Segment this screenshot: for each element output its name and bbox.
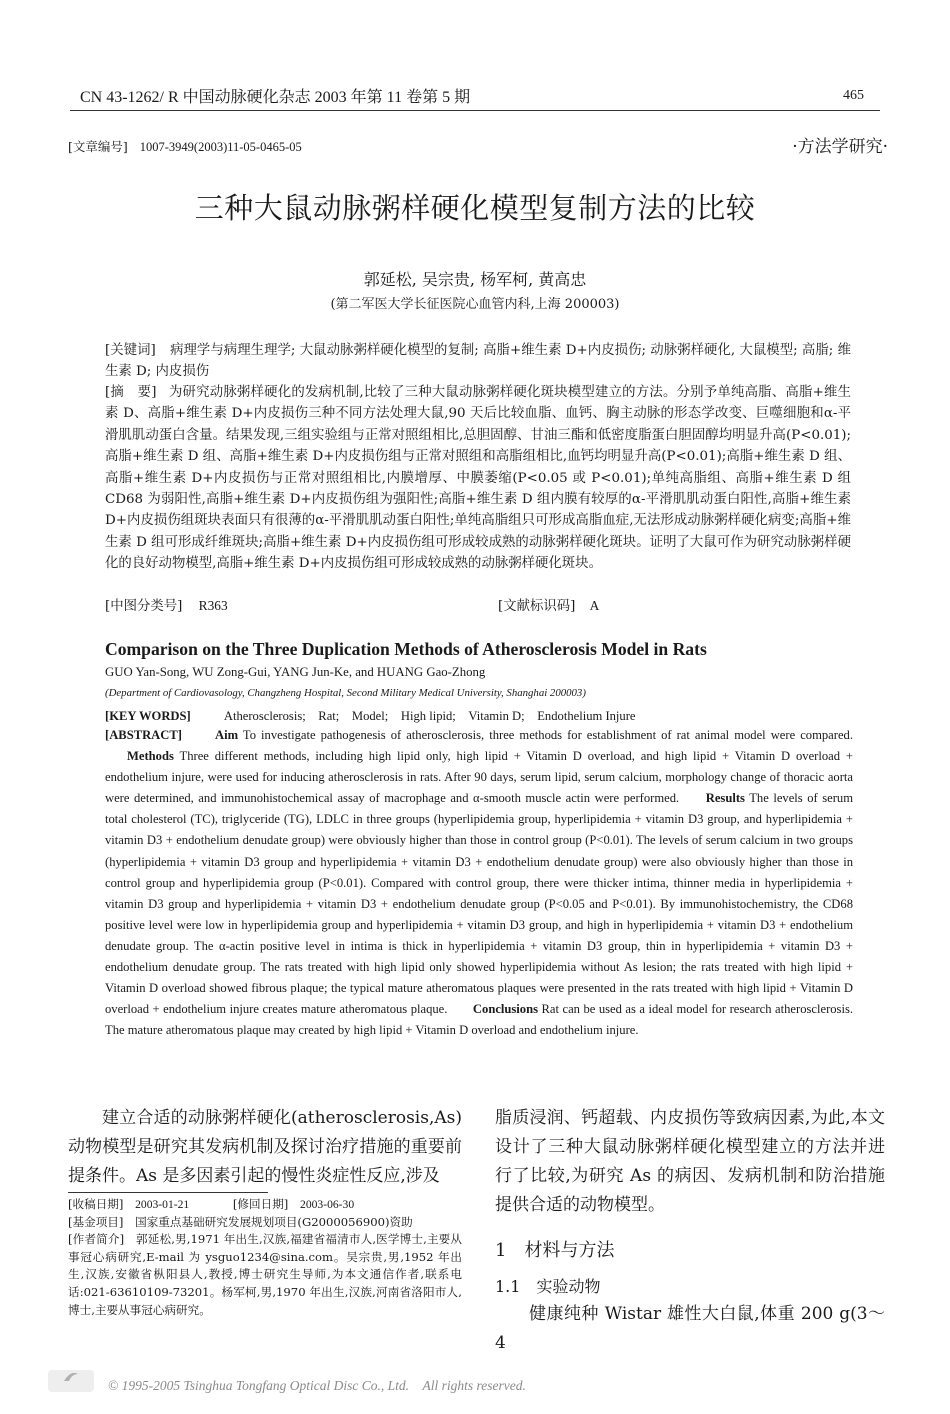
copyright: © 1995-2005 Tsinghua Tongfang Optical Disc Co., Ltd. All rights reserved. xyxy=(108,1378,526,1393)
doc-code-value: A xyxy=(589,598,600,613)
affiliation-cn: (第二军医大学长征医院心血管内科,上海 200003) xyxy=(330,297,620,312)
abstract-en xyxy=(105,725,853,1041)
fund-label: [基金项目] xyxy=(68,1214,124,1229)
author-bio-text: 郭延松,男,1971 年出生,汉族,福建省福清市人,医学博士,主要从事冠心病研究,E-mail 为 ysguo1234@sina.com。吴宗贵,男,1952 年出生,汉族,安徽省枞阳县人,教授,博士研究生导师,为本文通信作者,联系电话:021-63610109-73201。杨军柯,男,1970 年出生,汉族,河南省洛阳市人,博士,主要从事冠心病研究。 xyxy=(68,1232,463,1317)
received-date: 2003-01-21 xyxy=(135,1198,190,1211)
keywords-cn xyxy=(105,340,851,383)
results-label: Results xyxy=(705,791,745,806)
article-number-label: [文章编号] xyxy=(68,139,128,154)
section-1-1-text: 健康纯种 Wistar 雄性大白鼠,体重 200 g(3～4 xyxy=(495,1304,885,1353)
body-right-intro: 脂质浸润、钙超载、内皮损伤等致病因素,为此,本文设计了三种大鼠动脉粥样硬化模型建立的方法并进行了比较,为研究 As 的病因、发病机制和防治措施提供合适的动物模型。 xyxy=(495,1108,885,1215)
authors-en: GUO Yan-Song, WU Zong-Gui, YANG Jun-Ke, and HUANG Gao-Zhong xyxy=(105,665,486,679)
doc-code xyxy=(498,595,599,614)
author-bio xyxy=(68,1231,462,1319)
clc-value: R363 xyxy=(198,598,228,613)
footnotes xyxy=(68,1196,462,1319)
clc xyxy=(105,595,228,614)
section-heading-1-1: 1.1 实验动物 xyxy=(495,1277,601,1296)
abstract-cn-text: 为研究动脉粥样硬化的发病机制,比较了三种大鼠动脉粥样硬化斑块模型建立的方法。分别予单纯高脂、高脂+维生素 D、高脂+维生素 D+内皮损伤三种不同方法处理大鼠,90 天后比较血脂、血钙、胸主动脉的形态学改变、巨噬细胞和α-平滑肌肌动蛋白含量。结果发现,三组实验组与正常对照组相比,总胆固醇、甘油三酯和低密度脂蛋白胆固醇均明显升高(P<0.01);高脂+维生素 D 组、高脂+维生素 D+内皮损伤组与正常对照组和高脂组相比,血钙均明显升高(P<0.01);高脂+维生素 D 组、高脂+维生素 D+内皮损伤与正常对照组相比,内膜增厚、中膜萎缩(P<0.05 或 P<0.01);单纯高脂组、高脂+维生素 D 组 CD68 为弱阳性,高脂+维生素 D+内皮损伤组为强阳性;高脂+维生素 D 组内膜有较厚的α-平滑肌肌动蛋白阳性,高脂+维生素 D+内皮损伤组斑块表面只有很薄的α-平滑肌肌动蛋白阳性;单纯高脂组只可形成高脂血症,无法形成动脉粥样硬化病变;高脂+维生素 D 组可形成纤维斑块;高脂+维生素 D+内皮损伤组可形成较成熟的动脉粥样硬化斑块。证明了大鼠可作为研究动脉粥样硬化的良好动物模型,高脂+维生素 D+内皮损伤组可形成较成熟的动脉粥样硬化斑块。 xyxy=(105,385,851,572)
received-line xyxy=(68,1196,462,1214)
column-label: ·方法学研究· xyxy=(792,137,888,157)
disc-logo-icon xyxy=(61,1370,81,1384)
journal-header: CN 43-1262/ R 中国动脉硬化杂志 2003 年第 11 卷第 5 期 xyxy=(80,89,471,106)
conclusions-text: Rat can be used as a ideal model for research atherosclerosis. The mature atheromatous plaque may created by high lipid + Vitamin D overload and endothelium injure. xyxy=(105,1002,854,1038)
authors-cn: 郭延松, 吴宗贵, 杨军柯, 黄高忠 xyxy=(363,270,587,289)
section-heading-1: 1 材料与方法 xyxy=(495,1240,615,1261)
conclusions-label: Conclusions xyxy=(472,1002,539,1017)
fund-line xyxy=(68,1214,462,1232)
footnote-rule xyxy=(68,1192,268,1193)
revised-label: [修回日期] xyxy=(232,1197,289,1211)
header-rule xyxy=(70,110,880,111)
results-text: The levels of serum total cholesterol (TC), triglyceride (TG), LDLC in three groups (hyperlipidemia group, hyperlipidemia + vitamin D3 group, and hyperlipidemia + vitamin D3 + endothelium denudate group) were obviously higher than those in control group (P<0.01). The levels of serum calcium in two groups (hyperlipidemia + vitamin D3 group and hyperlipidemia + vitamin D3 + endothelium denudate group) were also obviously higher than those in control group and hyperlipidemia group (P<0.01). Compared with control group, there were thicker intima, thinner media in hyperlipidemia + vitamin D3 group and hyperlipidemia + vitamin D3 + endothelium denudate group (P<0.05 and P<0.01). By immunohistochemistry, the CD68 positive level were low in hyperlipidemia group and hyperlipidemia + vitamin D3 group, and high in hyperlipidemia + vitamin D3 + endothelium denudate group. The α-actin positive level in intima is thick in hyperlipidemia + vitamin D3 group, thin in hyperlipidemia + vitamin D3 + endothelium denudate group. The rats treated with high lipid only showed hyperlipidemia without As lesion; the rats treated with high lipid + Vitamin D overload showed fibrous plaque; the typical mature atheromatous plaques were presented in the rats treated with high lipid + Vitamin D overload + endothelium injure creates mature atheromatous plaque. xyxy=(105,791,854,1017)
methods-text: Three different methods, including high lipid only, high lipid + Vitamin D overload, and high lipid + Vitamin D overload + endothelium injure, were used for inducing atherosclerosis in rats. After 90 days, serum lipid, serum calcium, morphology change of thoracic aorta were determined, and immunohistochemical assay of macrophage and α-smooth muscle actin were performed. xyxy=(105,749,853,806)
abstract-en-label: [ABSTRACT] xyxy=(105,728,182,742)
received-label: [收稿日期] xyxy=(68,1197,124,1211)
keywords-cn-text: 病理学与病理生理学; 大鼠动脉粥样硬化模型的复制; 高脂+维生素 D+内皮损伤; 动脉粥样硬化, 大鼠模型; 高脂; 维生素 D; 内皮损伤 xyxy=(105,343,851,380)
article-number-value: 1007-3949(2003)11-05-0465-05 xyxy=(139,140,302,154)
abstract-cn xyxy=(105,382,851,575)
aim-text: To investigate pathogenesis of atherosclerosis, three methods for establishment of rat animal model were compared. xyxy=(242,728,853,742)
clc-label: [中图分类号] xyxy=(105,599,183,614)
abstract-cn-label: [摘 要] xyxy=(105,385,157,400)
methods-label: Methods xyxy=(127,749,174,764)
fund-text: 国家重点基础研究发展规划项目(G2000056900)资助 xyxy=(135,1214,413,1229)
page-number: 465 xyxy=(843,88,864,103)
aim-label: Aim xyxy=(215,728,239,742)
keywords-en-label: [KEY WORDS] xyxy=(105,709,191,723)
publisher-logo xyxy=(48,1370,94,1392)
author-bio-label: [作者简介] xyxy=(68,1232,125,1247)
body-left-intro: 建立合适的动脉粥样硬化(atherosclerosis,As)动物模型是研究其发病机制及探讨治疗措施的重要前提条件。As 是多因素引起的慢性炎症性反应,涉及 xyxy=(68,1108,462,1186)
revised-date: 2003-06-30 xyxy=(300,1198,355,1211)
doc-code-label: [文献标识码] xyxy=(498,599,576,614)
title-en: Comparison on the Three Duplication Methods of Atherosclerosis Model in Rats xyxy=(105,639,707,659)
keywords-en xyxy=(105,705,636,724)
affiliation-en: (Department of Cardiovasology, Changzheng Hospital, Second Military Medical University, Shanghai 200003) xyxy=(105,687,586,699)
title-cn: 三种大鼠动脉粥样硬化模型复制方法的比较 xyxy=(194,191,756,225)
keywords-en-text: Atherosclerosis; Rat; Model; High lipid; Vitamin D; Endothelium Injure xyxy=(223,709,636,723)
article-number xyxy=(68,137,302,155)
keywords-cn-label: [关键词] xyxy=(105,343,156,358)
